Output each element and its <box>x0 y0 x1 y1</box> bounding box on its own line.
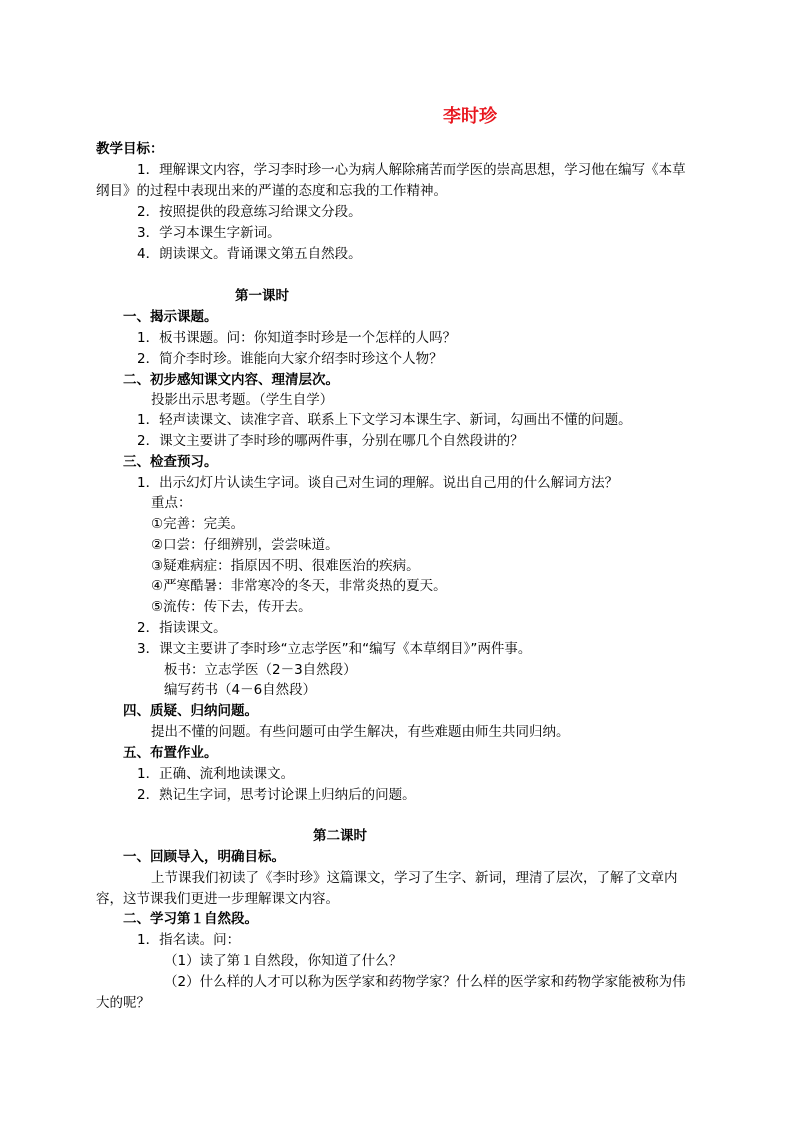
question-line: （2）什么样的人才可以称为医学家和药物学家？什么样的医学家和药物学家能被称为伟 <box>164 974 686 990</box>
key-item: ⑤流传：传下去，传开去。 <box>151 599 312 615</box>
board-line: 板书：立志学医（2－3自然段） <box>164 662 357 678</box>
goal-item: 3．学习本课生字新词。 <box>137 225 281 241</box>
list-item: 1．轻声读课文、读准字音、联系上下文学习本课生字、新词，勾画出不懂的问题。 <box>137 412 632 428</box>
list-item: 1．板书课题。问：你知道李时珍是一个怎样的人吗？ <box>137 330 457 346</box>
goal-item: 2．按照提供的段意练习给课文分段。 <box>137 204 362 220</box>
section-text: 提出不懂的问题。有些问题可由学生解决，有些难题由师生共同归纳。 <box>151 724 570 740</box>
goal-item: 4．朗读课文。背诵课文第五自然段。 <box>137 246 362 262</box>
list-item: 2．简介李时珍。谁能向大家介绍李时珍这个人物？ <box>137 351 443 367</box>
board-line: 编写药书（4－6自然段） <box>164 682 317 698</box>
l2-section1-heading: 一、回顾导入，明确目标。 <box>123 849 285 865</box>
lesson2-heading: 第二课时 <box>313 828 367 844</box>
list-item: 2．指读课文。 <box>137 620 227 636</box>
list-item: 1．指名读。问： <box>137 932 241 948</box>
goals-heading: 教学目标： <box>96 141 164 157</box>
key-label: 重点： <box>151 495 192 511</box>
key-item: ①完善：完美。 <box>151 516 245 532</box>
section-text: 上节课我们初读了《李时珍》这篇课文，学习了生字、新词，理清了层次，了解了文章内 <box>151 870 678 886</box>
list-item: 1．正确、流利地读课文。 <box>137 766 295 782</box>
list-item: 1．出示幻灯片认读生字词。谈自己对生词的理解。说出自己用的什么解词方法？ <box>137 475 619 491</box>
section-text: 容，这节课我们更进一步理解课文内容。 <box>96 891 339 907</box>
goal-item: 1．理解课文内容，学习李时珍一心为病人解除痛苦而学医的崇高思想，学习他在编写《本草 <box>137 162 686 178</box>
l1-section2-heading: 二、初步感知课文内容、理清层次。 <box>123 372 339 388</box>
lesson1-heading: 第一课时 <box>235 288 289 304</box>
key-item: ③疑难病症：指原因不明、很难医治的疾病。 <box>151 558 420 574</box>
goal-item: 纲目》的过程中表现出来的严谨的态度和忘我的工作精神。 <box>96 183 447 199</box>
l1-section1-heading: 一、揭示课题。 <box>123 309 218 325</box>
list-item: 3．课文主要讲了李时珍“立志学医”和“编写《本草纲目》”两件事。 <box>137 641 532 657</box>
l1-section3-heading: 三、检查预习。 <box>123 454 218 470</box>
key-item: ④严寒酷暑：非常寒冷的冬天，非常炎热的夏天。 <box>151 578 447 594</box>
l2-section2-heading: 二、学习第１自然段。 <box>123 911 258 927</box>
question-line: 大的呢？ <box>96 995 150 1011</box>
l1-section4-heading: 四、质疑、归纳问题。 <box>123 703 258 719</box>
l1-section5-heading: 五、布置作业。 <box>123 745 218 761</box>
list-item: 2．课文主要讲了李时珍的哪两件事，分别在哪几个自然段讲的？ <box>137 433 524 449</box>
page-title: 李时珍 <box>443 106 497 127</box>
section-intro: 投影出示思考题。（学生自学） <box>151 392 334 408</box>
key-item: ②口尝：仔细辨别，尝尝味道。 <box>151 537 339 553</box>
question-line: （1）读了第１自然段，你知道了什么？ <box>164 953 403 969</box>
list-item: 2．熟记生字词，思考讨论课上归纳后的问题。 <box>137 787 416 803</box>
